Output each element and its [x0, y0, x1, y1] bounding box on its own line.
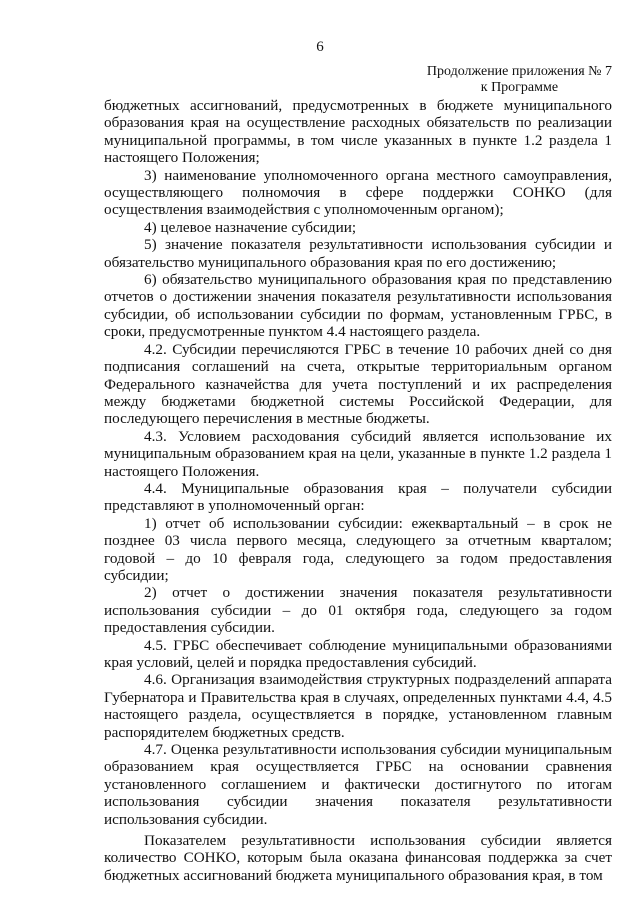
paragraph: Показателем результативности использования субсидии является количество СОНКО, которым была оказана финансовая поддержка за счет бюджетных ассигнований бюджета муниципального образования края, в том	[104, 832, 612, 884]
paragraph: 4.2. Субсидии перечисляются ГРБС в течение 10 рабочих дней со дня подписания соглашений на счета, открытые территориальным органом Федерального казначейства для учета поступлений и их распределения между бюджетами бюджетной системы Российской Федерации, для последующего перечисления в местные бюджеты.	[104, 340, 612, 428]
paragraph: 2) отчет о достижении значения показателя результативности использования субсидии – до 01 октября года, следующего за годом предоставления субсидии.	[104, 584, 612, 637]
paragraph: 4.5. ГРБС обеспечивает соблюдение муниципальными образованиями края условий, целей и порядка предоставления субсидий.	[104, 636, 612, 671]
paragraph: 1) отчет об использовании субсидии: ежеквартальный – в срок не позднее 03 числа первого месяца, следующего за отчетным кварталом; годовой – до 10 февраля года, следующего за годом предоставления субсидии;	[104, 514, 612, 584]
paragraph: 4.6. Организация взаимодействия структурных подразделений аппарата Губернатора и Правительства края в случаях, определенных пунктами 4.4, 4.5 настоящего раздела, осуществляется в порядке, установленном главным распорядителем бюджетных средств.	[104, 671, 612, 741]
appendix-note-line-2: к Программе	[480, 80, 559, 95]
appendix-note-line-1: Продолжение приложения № 7	[426, 64, 612, 79]
appendix-note	[427, 64, 612, 96]
paragraph: 6) обязательство муниципального образования края по представлению отчетов о достижении значения показателя результативности использования субсидии, об использовании субсидии по формам, установленным ГРБС, в сроки, предусмотренные пунктом 4.4 настоящего раздела.	[104, 271, 612, 341]
paragraph: 4.3. Условием расходования субсидий является использование их муниципальным образованием края на цели, указанные в пункте 1.2 раздела 1 настоящего Положения.	[104, 427, 612, 480]
paragraph: 4.7. Оценка результативности использования субсидии муниципальным образованием края осуществляется ГРБС на основании сравнения установленного соглашением и фактически достигнутого по итогам использования субсидии значения показателя результативности использования субсидии.	[104, 741, 612, 828]
paragraph: бюджетных ассигнований, предусмотренных в бюджете муниципального образования края на осуществление расходных обязательств по реализации муниципальной программы, в том числе указанных в пункте 1.2 раздела 1 настоящего Положения;	[104, 97, 612, 167]
document-body	[104, 97, 612, 884]
paragraph: 5) значение показателя результативности использования субсидии и обязательство муниципального образования края по его достижению;	[104, 236, 612, 271]
paragraph: 4) целевое назначение субсидии;	[144, 218, 357, 236]
page-number: 6	[316, 39, 324, 55]
paragraph: 4.4. Муниципальные образования края – получатели субсидии представляют в уполномоченный орган:	[104, 479, 612, 515]
paragraph: 3) наименование уполномоченного органа местного самоуправления, осуществляющего полномочия в сфере поддержки СОНКО (для осуществления взаимодействия с уполномоченным органом);	[104, 166, 612, 219]
